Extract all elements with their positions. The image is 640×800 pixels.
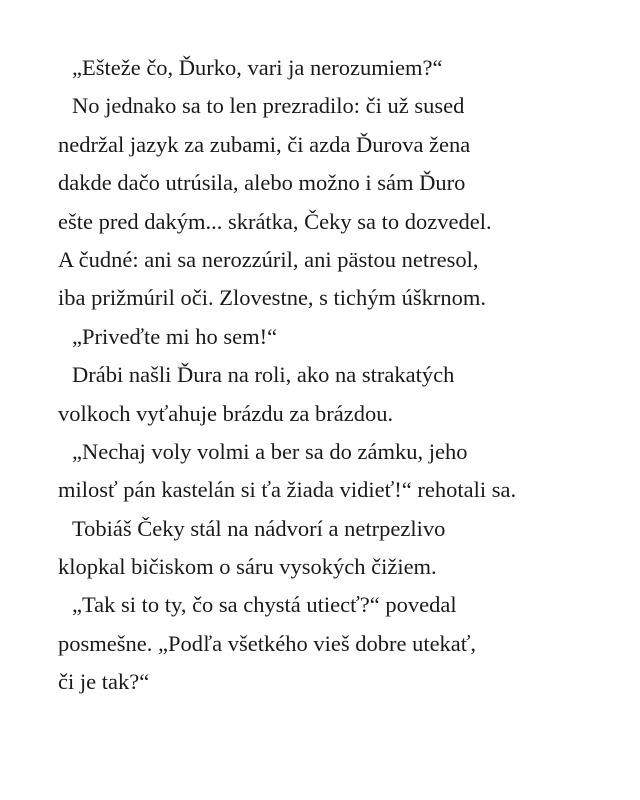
text-line: posmešne. „Podľa všetkého vieš dobre utekať, <box>58 630 477 656</box>
book-page-text <box>58 49 618 702</box>
text-line: „Priveďte mi ho sem!“ <box>72 323 278 349</box>
text-line: Tobiáš Čeky stál na nádvorí a netrpezlivo <box>72 515 446 541</box>
text-line: „Nechaj voly volmi a ber sa do zámku, jeho <box>72 438 468 464</box>
text-line: dakde dačo utrúsila, alebo možno i sám Ďuro <box>58 170 466 196</box>
text-line: nedržal jazyk za zubami, či azda Ďurova žena <box>58 131 471 157</box>
text-line: či je tak?“ <box>58 669 150 695</box>
text-line: Drábi našli Ďura na roli, ako na strakatých <box>72 362 455 388</box>
text-line: iba prižmúril oči. Zlovestne, s tichým úškrnom. <box>58 285 487 311</box>
text-line: „Tak si to ty, čo sa chystá utiecť?“ povedal <box>72 592 457 618</box>
text-line: volkoch vyťahuje brázdu za brázdou. <box>58 400 394 426</box>
text-line: No jednako sa to len prezradilo: či už sused <box>72 93 465 119</box>
text-line: „Ešteže čo, Ďurko, vari ja nerozumiem?“ <box>72 55 443 80</box>
text-line: A čudné: ani sa nerozzúril, ani pästou netresol, <box>58 246 479 272</box>
text-line: ešte pred dakým... skrátka, Čeky sa to dozvedel. <box>58 208 492 234</box>
text-line: milosť pán kastelán si ťa žiada vidieť!“ rehotali sa. <box>58 477 517 503</box>
text-line: klopkal bičiskom o sáru vysokých čižiem. <box>58 554 437 580</box>
